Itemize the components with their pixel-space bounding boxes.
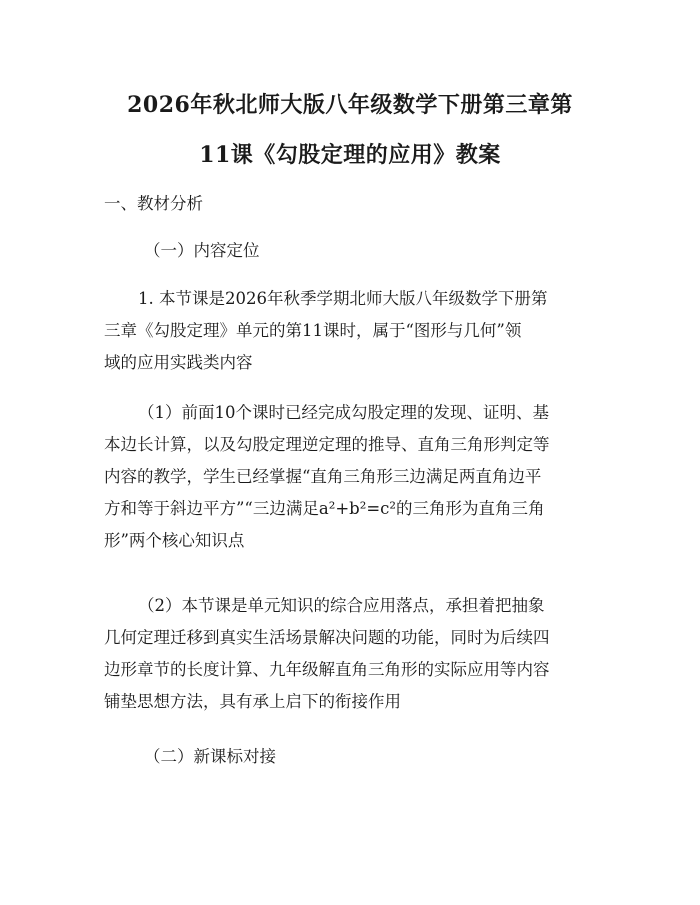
paragraph-line: 边形章节的长度计算、九年级解直角三角形的实际应用等内容	[104, 660, 550, 679]
paragraph-line: 三章《勾股定理》单元的第11课时，属于“图形与几何”领	[104, 321, 522, 340]
paragraph-line: 内容的教学，学生已经掌握“直角三角形三边满足两直角边平	[104, 467, 542, 486]
paragraph-line: 1. 本节课是2026年秋季学期北师大版八年级数学下册第	[138, 289, 548, 308]
paragraph-1	[104, 283, 600, 379]
paragraph-line: 几何定理迁移到真实生活场景解决问题的功能，同时为后续四	[104, 628, 550, 647]
paragraph-2	[104, 397, 600, 557]
paragraph-3	[104, 590, 600, 718]
title-line-1: 2026年秋北师大版八年级数学下册第三章第	[127, 92, 573, 118]
paragraph-line: （2）本节课是单元知识的综合应用落点，承担着把抽象	[138, 596, 545, 615]
paragraph-line: 铺垫思想方法，具有承上启下的衔接作用	[104, 692, 401, 711]
title-line-2: 11课《勾股定理的应用》教案	[199, 142, 501, 168]
paragraph-line: 域的应用实践类内容	[104, 353, 253, 372]
paragraph-line: 方和等于斜边平方”“三边满足a²+b²=c²的三角形为直角三角	[104, 499, 545, 518]
section-heading-textbook-analysis: 一、教材分析	[104, 194, 203, 213]
document-title	[90, 80, 610, 180]
paragraph-line: （1）前面10个课时已经完成勾股定理的发现、证明、基	[138, 403, 549, 422]
paragraph-line: 形”两个核心知识点	[104, 531, 245, 550]
paragraph-line: 本边长计算，以及勾股定理逆定理的推导、直角三角形判定等	[104, 435, 550, 454]
subsection-heading-curriculum-alignment: （二）新课标对接	[144, 747, 276, 766]
subsection-heading-content-positioning: （一）内容定位	[144, 241, 260, 260]
